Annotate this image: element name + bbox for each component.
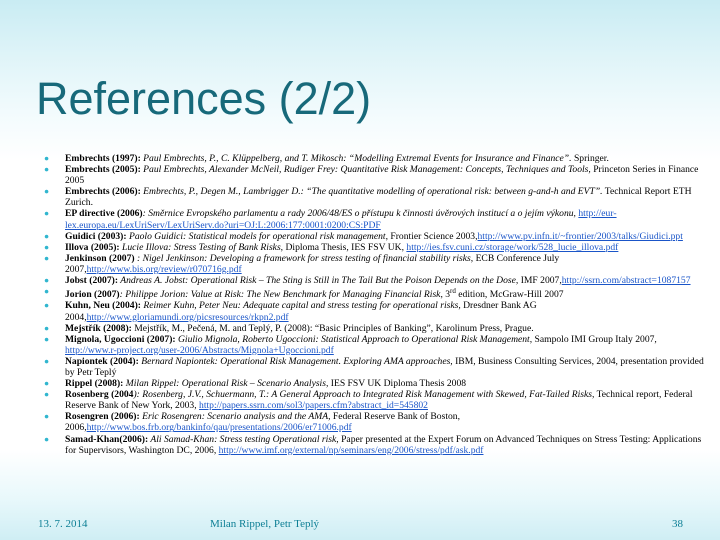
- bullet-icon: ●: [44, 164, 50, 175]
- reference-item: [40, 323, 708, 334]
- reference-link[interactable]: http://www.pv.infn.it/~frontier/2003/talks/Giudici.ppt: [477, 230, 683, 242]
- reference-item: [40, 286, 708, 300]
- reference-item: [40, 300, 708, 322]
- reference-author: Jorion (2007): [65, 289, 120, 301]
- bullet-icon: ●: [44, 208, 50, 219]
- reference-link[interactable]: http://www.imf.org/external/np/seminars/eng/2006/stress/pdf/ask.pdf: [218, 444, 484, 456]
- reference-description: : Směrnice Evropského parlamentu a rady 2006/48/ES o přístupu k činnosti úvěrových institucí a o jejím výkonu,: [142, 208, 576, 220]
- reference-author: Embrechts (2006):: [65, 186, 141, 198]
- reference-description: Paolo Guidici: Statistical models for operational risk management: [126, 230, 386, 242]
- reference-details: IBM, Business Consulting Services, 2004, presentation provided by Petr Teplý: [65, 355, 704, 378]
- slide-background-bottom: [0, 450, 720, 540]
- reference-author: Rosengren (2006):: [65, 411, 140, 423]
- reference-details: Springer.: [571, 153, 609, 164]
- reference-link[interactable]: http://eur-lex.europa.eu/LexUriServ/LexUriServ.do?uri=OJ:L:2006:177:0001:0200:CS:PDF: [65, 208, 617, 231]
- bullet-icon: ●: [44, 411, 50, 422]
- reference-details: , Frontier Science 2003,: [385, 230, 478, 242]
- reference-link[interactable]: http://www.bis.org/review/r070716g.pdf: [86, 263, 242, 275]
- bullet-icon: ●: [44, 275, 50, 286]
- reference-link[interactable]: http://papers.ssrn.com/sol3/papers.cfm?abstract_id=545802: [199, 400, 428, 412]
- reference-details: Federal Reserve Bank of Boston, 2006,: [65, 411, 460, 434]
- reference-link[interactable]: http://ssrn.com/abstract=1087157: [561, 275, 691, 287]
- bullet-icon: ●: [44, 241, 50, 252]
- reference-item: [40, 275, 708, 286]
- reference-link[interactable]: http://www.r-project.org/user-2006/Abstracts/Mignola+Ugoccioni.pdf: [65, 344, 334, 356]
- reference-description: Giulio Mignola, Roberto Ugoccioni: Statistical Approach to Operational Risk Management,: [175, 333, 533, 345]
- reference-item: [40, 378, 708, 389]
- reference-details: IMF 2007,: [518, 275, 562, 287]
- bullet-icon: ●: [44, 378, 50, 389]
- reference-item: [40, 231, 708, 242]
- bullet-icon: ●: [44, 286, 50, 297]
- footer-authors: Milan Rippel, Petr Teplý: [210, 518, 320, 530]
- bullet-icon: ●: [44, 153, 50, 163]
- reference-author: Mejstřík (2008):: [65, 322, 132, 334]
- reference-details: Sampolo IMI Group Italy 2007,: [532, 333, 657, 345]
- footer-date: 13. 7. 2014: [38, 518, 88, 530]
- reference-description: Eric Rosengren: Scenario analysis and the AMA,: [139, 411, 331, 423]
- reference-author: Samad-Khan(2006):: [65, 433, 149, 445]
- reference-details: Princeton Series in Finance 2005: [65, 164, 699, 187]
- reference-description: Milan Rippel: Operational Risk – Scenario Analysis,: [123, 378, 329, 390]
- reference-author: Jenkinson (2007): [65, 252, 135, 264]
- reference-description: Bernard Napiontek: Operational Risk Management. Exploring AMA approaches,: [138, 355, 453, 367]
- reference-details: IES FSV UK Diploma Thesis 2008: [328, 378, 467, 390]
- bullet-icon: ●: [44, 355, 50, 366]
- reference-description: Lucie Illova: Stress Testing of Bank Risks,: [119, 241, 284, 253]
- reference-description: Andreas A. Jobst: Operational Risk – The Sting is Still in The Tail But the Poison Depends on the Dose,: [118, 275, 519, 287]
- reference-author: Jobst (2007):: [65, 275, 119, 287]
- reference-list: [40, 153, 708, 456]
- reference-description: Reimer Kuhn, Peter Neu: Adequate capital and stress testing for operational risks,: [140, 300, 461, 312]
- reference-details: Mejstřík, M., Pečená, M. and Teplý, P. (2008): “Basic Principles of Banking”, Karolinum Press, Prague.: [131, 322, 534, 334]
- reference-item: [40, 411, 708, 433]
- slide-title: References (2/2): [36, 73, 372, 124]
- reference-description: Ali Samad-Khan: Stress testing Operational risk,: [148, 433, 339, 445]
- reference-author: Rosenberg (2004: [65, 389, 134, 401]
- reference-item: [40, 153, 708, 164]
- reference-item: [40, 434, 708, 456]
- slide-number: 38: [672, 518, 683, 530]
- reference-details: Dresdner Bank AG 2004,: [65, 300, 537, 323]
- reference-item: [40, 186, 708, 208]
- ordinal-suffix: rd: [450, 287, 456, 296]
- reference-item: [40, 356, 708, 378]
- bullet-icon: ●: [44, 322, 50, 333]
- reference-author: Napiontek (2004):: [65, 355, 139, 367]
- reference-author: Illova (2005):: [65, 241, 120, 253]
- reference-description: Paul Embrechts, P., C. Klüppelberg, and T. Mikosch: “Modelling Extremal Events for Insurance and Finance”.: [140, 153, 572, 164]
- bullet-icon: ●: [44, 230, 50, 241]
- reference-author: EP directive (2006): [65, 208, 143, 220]
- reference-item: [40, 208, 708, 230]
- reference-description: Paul Embrechts, Alexander McNeil, Rudiger Frey: Quantitative Risk Management: Concepts, Techniques and Tools,: [140, 164, 591, 176]
- reference-details: ECB Conference July 2007,: [65, 252, 560, 275]
- reference-link[interactable]: http://www.gloriamundi.org/picsresources/rkpn2.pdf: [86, 311, 289, 323]
- reference-description: Embrechts, P., Degen M., Lambrigger D.: “The quantitative modelling of operational risk: between g-and-h and EVT”.: [140, 186, 603, 198]
- reference-link[interactable]: http://www.bos.frb.org/bankinfo/qau/presentations/2006/er71006.pdf: [86, 422, 352, 434]
- reference-item: [40, 164, 708, 186]
- reference-description: ): Rosenberg, J.V., Schuermann, T.: A General Approach to Integrated Risk Management with Skewed, Fat-Tailed Risks,: [133, 389, 595, 401]
- reference-link[interactable]: http://ies.fsv.cuni.cz/storage/work/528_lucie_illova.pdf: [406, 241, 619, 253]
- reference-author: Embrechts (1997):: [65, 153, 141, 164]
- reference-author: Embrechts (2005):: [65, 164, 141, 176]
- reference-details: Technical Report ETH Zurich.: [65, 186, 692, 209]
- reference-item: [40, 389, 708, 411]
- reference-item: [40, 253, 708, 275]
- bullet-icon: ●: [44, 433, 50, 444]
- reference-details: Technical report, Federal Reserve Bank of New York, 2003,: [65, 389, 693, 412]
- reference-author: Rippel (2008):: [65, 378, 124, 390]
- bullet-icon: ●: [44, 300, 50, 311]
- bullet-icon: ●: [44, 389, 50, 400]
- reference-item: [40, 334, 708, 356]
- reference-details: , 3rd edition, McGraw-Hill 2007: [440, 287, 564, 301]
- reference-author: Mignola, Ugoccioni (2007):: [65, 333, 176, 345]
- reference-details: Paper presented at the Expert Forum on Advanced Techniques on Stress Testing: Applications for Supervisors, Washington DC, 2006,: [65, 433, 702, 456]
- reference-description: : Nigel Jenkinson: Developing a framework for stress testing of financial stability risks,: [134, 252, 474, 264]
- bullet-icon: ●: [44, 186, 50, 197]
- reference-author: Kuhn, Neu (2004):: [65, 300, 141, 312]
- reference-details: Diploma Thesis, IES FSV UK,: [283, 241, 407, 253]
- reference-description: : Philippe Jorion: Value at Risk: The New Benchmark for Managing Financial Risk: [119, 289, 441, 301]
- bullet-icon: ●: [44, 333, 50, 344]
- reference-item: [40, 242, 708, 253]
- reference-author: Guidici (2003):: [65, 230, 127, 242]
- bullet-icon: ●: [44, 252, 50, 263]
